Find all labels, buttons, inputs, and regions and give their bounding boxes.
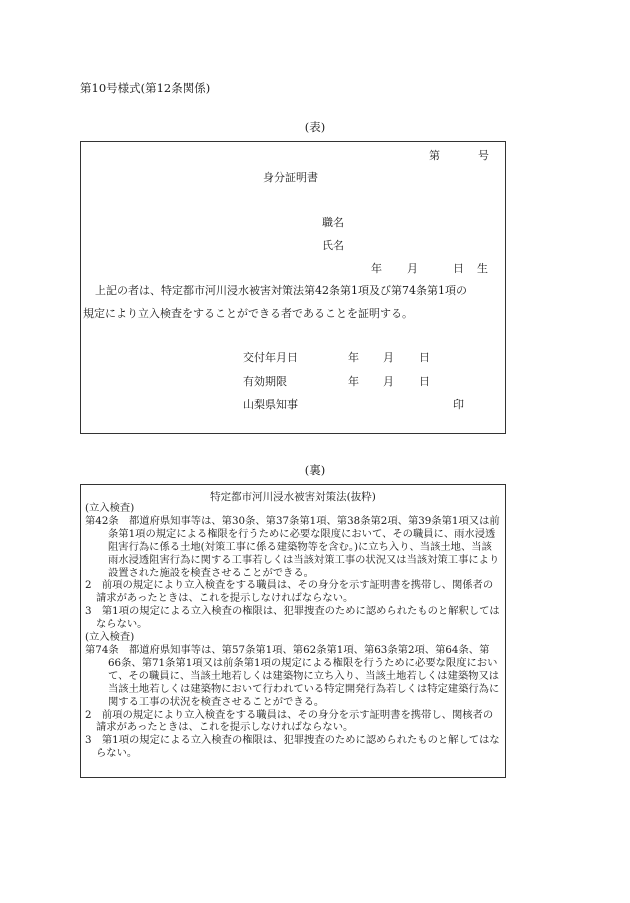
statement-line-1: 上記の者は、特定都市河川浸水被害対策法第42条第1項及び第74条第1項の bbox=[95, 284, 467, 297]
issue-date-label: 交付年月日 bbox=[243, 351, 298, 364]
birth-year-label: 年 bbox=[371, 262, 382, 275]
article-74-paragraph-2: 2 前項の規定により立入検査をする職員は、その身分を示す証明書を携帯し、関核者の請求があったときは、これを提示しなければならない。 bbox=[85, 708, 494, 734]
valid-month-label: 月 bbox=[383, 375, 394, 388]
article-74-paragraph-3: 3 第1項の規定による立入検査の権限は、犯罪捜査のために認められたものと解してはならない。 bbox=[85, 734, 500, 760]
birth-suffix-label: 生 bbox=[477, 262, 488, 275]
article-text: 都道府県知事等は、第30条、第37条第1項、第38条第2項、第39条第1項又は前条第1項の規定による権限を行うために必要な限度において、その職員に、雨水浸透阻害行為に係る土地(対策工事に係る建築物等を含む。)に立ち入り、当該土地、当該雨水浸透阻害行為に関する工事若しくは当該対策工事の状況又は当該対策工事により設置された施設を検査させることができる。 bbox=[108, 514, 500, 579]
back-side-label: (裏) bbox=[304, 463, 326, 477]
issue-month-label: 月 bbox=[383, 351, 394, 364]
law-excerpt-body bbox=[85, 502, 501, 760]
section-heading: (立入検査) bbox=[85, 502, 135, 514]
seal-label: 印 bbox=[453, 398, 464, 411]
article-74 bbox=[85, 644, 501, 709]
article-number: 第42条 bbox=[85, 514, 119, 527]
law-excerpt-title: 特定都市河川浸水被害対策法(抜粋) bbox=[210, 491, 376, 503]
number-label-suffix: 号 bbox=[478, 149, 489, 162]
valid-period-label: 有効期限 bbox=[243, 375, 287, 388]
name-label: 氏名 bbox=[322, 239, 344, 252]
number-label-prefix: 第 bbox=[429, 149, 440, 162]
valid-day-label: 日 bbox=[419, 375, 430, 388]
birth-day-label: 日 bbox=[453, 262, 464, 275]
id-card-front bbox=[80, 141, 506, 434]
issuer-label: 山梨県知事 bbox=[243, 398, 298, 411]
article-text: 都道府県知事等は、第57条第1項、第62条第1項、第63条第2項、第64条、第66条、第71条第1項又は前条第1項の規定による権限を行うために必要な限度において、その職員に、当該土地若しくは建築物に立ち入り、当該土地若しくは建築物又は当該土地若しくは建築物において行われている特定開発行為若しくは特定建築行為に関する工事の状況を検査させることができる。 bbox=[108, 643, 500, 708]
birth-month-label: 月 bbox=[407, 262, 418, 275]
article-42-paragraph-2: 2 前項の規定により立入検査をする職員は、その身分を示す証明書を携帯し、関係者の請求があったときは、これを提示しなければならない。 bbox=[85, 579, 494, 605]
valid-year-label: 年 bbox=[348, 375, 359, 388]
position-label: 職名 bbox=[322, 216, 344, 229]
article-number: 第74条 bbox=[85, 643, 119, 656]
form-number: 第10号様式(第12条関係) bbox=[80, 81, 211, 95]
issue-year-label: 年 bbox=[348, 351, 359, 364]
statement-line-2: 規定により立入検査をすることができる者であることを証明する。 bbox=[83, 307, 413, 320]
article-42-paragraph-3: 3 第1項の規定による立入検査の権限は、犯罪捜査のために認められたものと解釈してはならない。 bbox=[85, 605, 500, 631]
front-side-label: (表) bbox=[304, 120, 326, 134]
certificate-title: 身分証明書 bbox=[263, 171, 318, 184]
issue-day-label: 日 bbox=[419, 351, 430, 364]
article-42 bbox=[85, 515, 501, 580]
id-card-back bbox=[80, 484, 506, 778]
section-heading: (立入検査) bbox=[85, 631, 135, 644]
